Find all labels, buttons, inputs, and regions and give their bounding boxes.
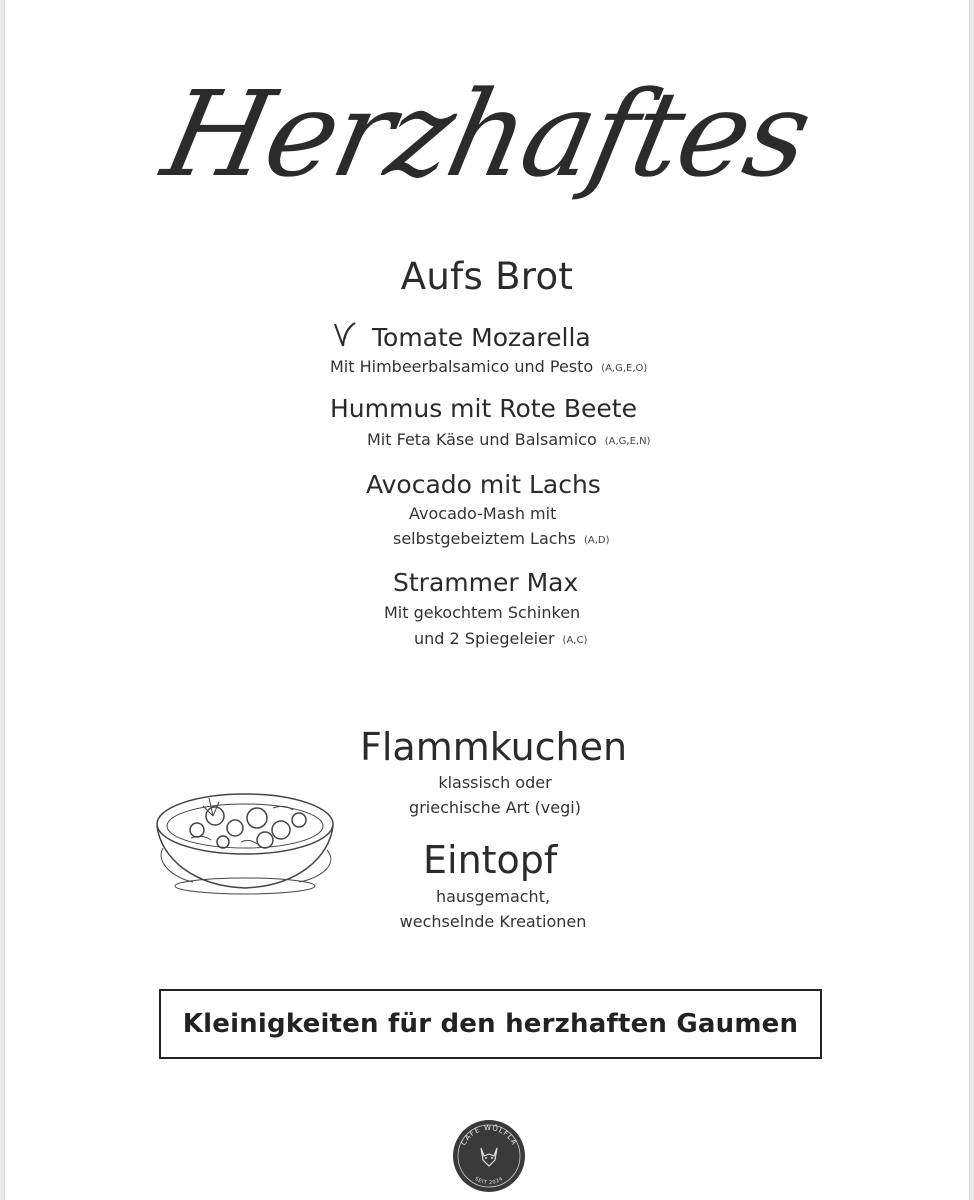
section-heading-flammkuchen: Flammkuchen	[360, 725, 628, 769]
item-desc-line1: Mit gekochtem Schinken	[384, 603, 581, 622]
section-heading-aufs-brot: Aufs Brot	[400, 255, 574, 298]
item-description	[367, 430, 650, 449]
footer-tagline-box	[159, 989, 822, 1059]
item-desc-text: Mit Feta Käse und Balsamico	[367, 430, 597, 449]
eintopf-desc-line1: hausgemacht,	[435, 887, 551, 906]
item-description	[393, 529, 610, 548]
footer-tagline: Kleinigkeiten für den herzhaften Gaumen	[182, 1009, 799, 1039]
menu-page	[4, 0, 970, 1200]
menu-title-text: Herzhaftes	[152, 66, 821, 204]
item-desc-line1: Avocado-Mash mit	[409, 504, 557, 523]
menu-title	[152, 25, 821, 235]
item-desc-line2: selbstgebeiztem Lachs	[393, 529, 577, 548]
item-name: Avocado mit Lachs	[366, 470, 601, 499]
item-name: Tomate Mozarella	[372, 323, 591, 352]
wolf-logo-icon	[451, 1118, 527, 1194]
item-desc-text: Mit Himbeerbalsamico und Pesto	[330, 357, 594, 376]
eintopf-desc-line2: wechselnde Kreationen	[399, 912, 587, 931]
flammkuchen-desc-line1: klassisch oder	[438, 773, 552, 792]
item-name: Strammer Max	[393, 568, 579, 597]
item-description	[414, 629, 587, 648]
logo-bottom-text: SEIT 2024	[473, 1175, 505, 1187]
logo-top-text: CAFE WÖLFLA	[459, 1123, 519, 1147]
item-desc-line2: und 2 Spiegeleier	[414, 629, 555, 648]
allergen-codes: (A,G,E,N)	[604, 436, 651, 447]
item-name: Hummus mit Rote Beete	[330, 394, 637, 423]
allergen-codes: (A,G,E,O)	[601, 363, 648, 374]
section-heading-eintopf: Eintopf	[423, 838, 558, 882]
allergen-codes: (A,C)	[562, 635, 588, 646]
vegan-leaf-icon	[332, 321, 358, 349]
allergen-codes: (A,D)	[584, 535, 610, 546]
soup-bowl-icon	[153, 778, 348, 898]
flammkuchen-desc-line2: griechische Art (vegi)	[409, 798, 581, 817]
item-description	[330, 357, 647, 376]
